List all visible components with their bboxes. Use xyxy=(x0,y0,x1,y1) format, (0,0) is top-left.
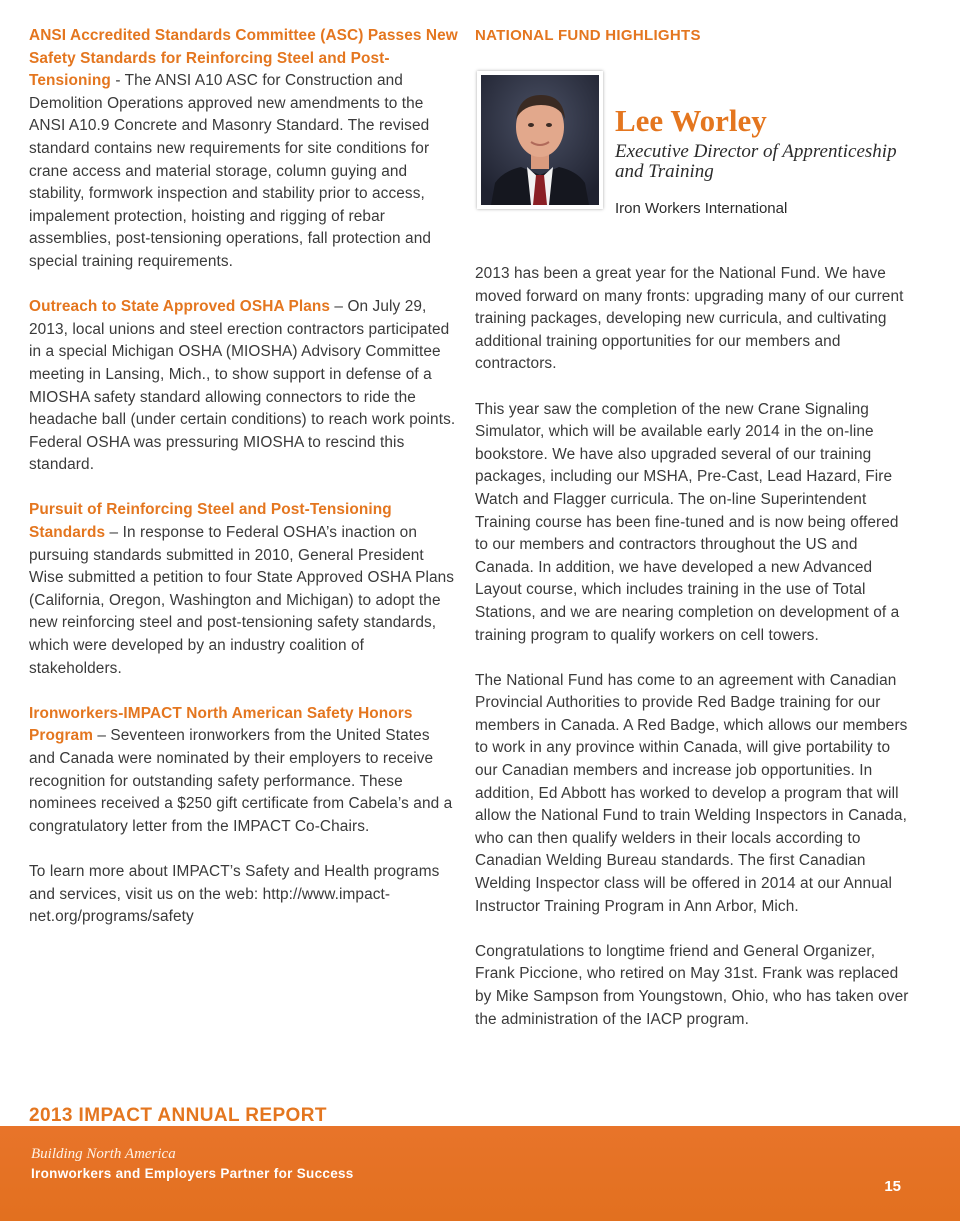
right-column xyxy=(475,25,910,1054)
footer-tagline: Building North America xyxy=(31,1146,176,1162)
article-ansi-standards xyxy=(29,25,459,274)
profile-name: Lee Worley xyxy=(615,103,767,138)
article-reinforcing-steel xyxy=(29,499,459,680)
article-heading: Pursuit of Reinforcing Steel and Post-Tensioning Standards xyxy=(29,501,392,542)
article-osha-outreach xyxy=(29,296,459,477)
article-heading: Outreach to State Approved OSHA Plans xyxy=(29,298,331,316)
footer-subtitle: Ironworkers and Employers Partner for Success xyxy=(31,1166,354,1181)
article-safety-honors xyxy=(29,703,459,839)
section-title: NATIONAL FUND HIGHLIGHTS xyxy=(475,27,701,44)
footer-band xyxy=(0,1126,960,1221)
highlight-paragraph: This year saw the completion of the new Crane Signaling Simulator, which will be available early 2014 in the on-line bookstore. We have also upgraded several of our training packages, including our MSHA, Pre-Cast, Lead Hazard, Fire Watch and Flagger curricula. The on-line Superintendent Training course has been fine-tuned and is now being offered to our members and contractors throughout the US and Canada. In addition, we have developed a new Advanced Layout course, which includes training in the use of Total Stations, and we are nearing completion on development of a training program to qualify workers on cell towers. xyxy=(475,400,900,644)
highlight-paragraph: The National Fund has come to an agreement with Canadian Provincial Authorities to provide Red Badge training for our members in Canada. A Red Badge, which allows our members to work in any province within Canada, will give portability to our Canadian members and increase job opportunities. In addition, Ed Abbott has worked to develop a program that will allow the National Fund to train Welding Inspectors in Canada, who can then qualify welders in their locals according to Canadian Welding Bureau standards. The first Canadian Welding Inspector class will be offered in 2014 at our Annual Instructor Training Program in Ann Arbor, Mich. xyxy=(475,671,908,915)
article-body: - The ANSI A10 ASC for Construction and Demolition Operations approved new amendments to the ANSI A10.9 Concrete and Masonry Standard. The revised standard contains new requirements for site conditions for crane access and material storage, column guying and stability, formwork inspection and stability prior to access, impalement protection, hoisting and rigging of rebar assemblies, post-tensioning operations, fall protection and special training requirements. xyxy=(29,72,432,270)
profile-organization: Iron Workers International xyxy=(615,200,788,217)
highlight-paragraph: Congratulations to longtime friend and General Organizer, Frank Piccione, who retired on May 31st. Frank was replaced by Mike Sampson from Youngstown, Ohio, who has taken over the administration of the IACP program. xyxy=(475,942,909,1028)
article-body: – Seventeen ironworkers from the United States and Canada were nominated by their employers to receive recognition for outstanding safety performance. These nominees received a $250 gift certificate from Cabela’s and a congratulatory letter from the IMPACT Co-Chairs. xyxy=(29,727,453,835)
portrait-image xyxy=(481,75,599,205)
highlight-paragraph: 2013 has been a great year for the National Fund. We have moved forward on many fronts: upgrading many of our current training packages, developing new curricula, and cultivating additional training opportunities for our members and contractors. xyxy=(475,265,904,373)
highlights-body xyxy=(475,263,910,1031)
article-heading: ANSI Accredited Standards Committee (ASC) Passes New Safety Standards for Reinforcing Steel and Post-Tensioning xyxy=(29,27,458,90)
profile-card xyxy=(475,63,910,263)
page-number: 15 xyxy=(884,1178,901,1195)
article-heading: Ironworkers-IMPACT North American Safety Honors Program xyxy=(29,704,413,745)
profile-title: Executive Director of Apprenticeship and Training xyxy=(615,141,897,182)
left-column xyxy=(29,25,459,951)
report-title: 2013 IMPACT ANNUAL REPORT xyxy=(29,1105,327,1126)
article-body: – In response to Federal OSHA’s inaction on pursuing standards submitted in 2010, General President Wise submitted a petition to four State Approved OSHA Plans (California, Oregon, Washington and Michigan) to adopt the new reinforcing steel and post-tensioning safety standards, which were developed by an industry coalition of stakeholders. xyxy=(29,524,455,677)
portrait-photo xyxy=(477,71,603,209)
closing-paragraph: To learn more about IMPACT’s Safety and Health programs and services, visit us on the web: http://www.impact-net.org/programs/safety xyxy=(29,862,440,926)
article-body: – On July 29, 2013, local unions and steel erection contractors participated in a special Michigan OSHA (MIOSHA) Advisory Committee meeting in Lansing, Mich., to show support in defense of a MIOSHA safety standard allowing connectors to ride the headache ball (under certain conditions) to reach work points. Federal OSHA was pressuring MIOSHA to rescind this standard. xyxy=(29,298,456,474)
